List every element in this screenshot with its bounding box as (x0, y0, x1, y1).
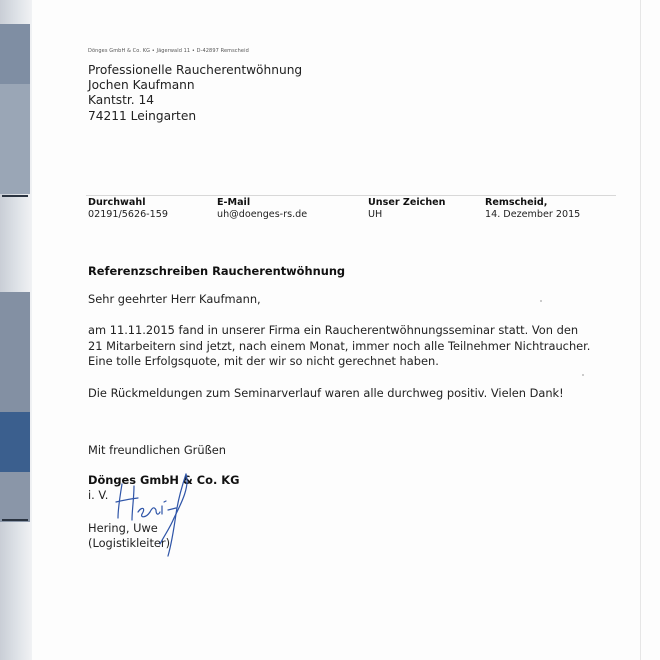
fold-mark (2, 519, 28, 521)
sender-line: Dönges GmbH & Co. KG • Jägerwald 11 • D-42897 Remscheid (88, 48, 249, 54)
recipient-line: Professionelle Raucherentwöhnung (88, 63, 303, 77)
info-email (217, 197, 307, 220)
info-value: 14. Dezember 2015 (485, 209, 581, 220)
body-paragraph: Die Rückmeldungen zum Seminarverlauf waren alle durchweg positiv. Vielen Dank! (88, 386, 564, 400)
body-line: am 11.11.2015 fand in unserer Firma ein Raucherentwöhnungsseminar statt. Von den (88, 323, 579, 337)
recipient-address (88, 63, 302, 124)
subject-line: Referenzschreiben Raucherentwöhnung (88, 264, 346, 278)
closing: Mit freundlichen Grüßen (88, 443, 226, 457)
info-date (485, 197, 580, 220)
recipient-line: 74211 Leingarten (88, 108, 197, 123)
info-label: Remscheid, (485, 197, 548, 208)
handwritten-signature (108, 466, 198, 566)
company-name: Dönges GmbH & Co. KG (88, 473, 240, 487)
in-lieu-marker: i. V. (88, 488, 109, 502)
recipient-line: Kantstr. 14 (88, 93, 155, 108)
body-paragraph (88, 323, 590, 370)
info-value: UH (368, 209, 383, 220)
signer-role: (Logistikleiter) (88, 536, 171, 551)
info-durchwahl (88, 197, 168, 220)
recipient-line: Jochen Kaufmann (88, 78, 195, 93)
signer-name: Hering, Uwe (88, 521, 158, 535)
body-line: 21 Mitarbeitern sind jetzt, nach einem Monat, immer noch alle Teilnehmer Nichtraucher. (88, 338, 591, 353)
body-line: Eine tolle Erfolgsquote, mit der wir so nicht gerechnet haben. (88, 354, 439, 369)
info-divider (86, 195, 616, 196)
info-label: Durchwahl (88, 197, 146, 208)
salutation: Sehr geehrter Herr Kaufmann, (88, 292, 261, 306)
info-label: Unser Zeichen (368, 197, 446, 208)
info-value: 02191/5626-159 (88, 209, 168, 220)
fold-mark (2, 195, 28, 197)
info-label: E-Mail (217, 197, 251, 208)
scan-edge (0, 0, 32, 660)
info-value: uh@doenges-rs.de (217, 209, 308, 220)
info-zeichen (368, 197, 446, 220)
